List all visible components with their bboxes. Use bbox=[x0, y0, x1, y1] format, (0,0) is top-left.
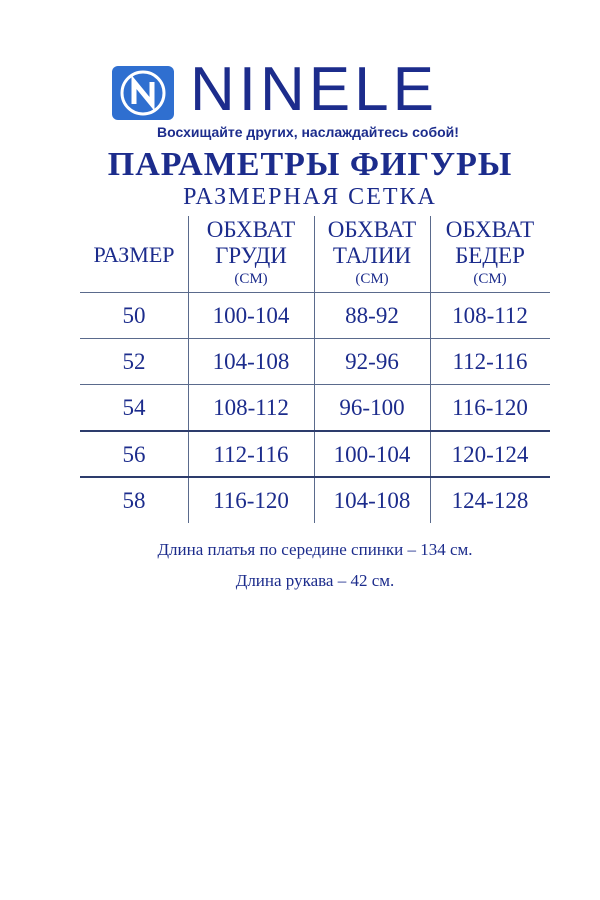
table-row bbox=[80, 385, 550, 431]
sleeve-length-note: Длина рукава – 42 см. bbox=[235, 571, 395, 590]
dress-length-note: Длина платья по середине спинки – 134 см. bbox=[157, 540, 473, 559]
table-row bbox=[80, 293, 550, 339]
cell-hips: 116-120 bbox=[452, 395, 528, 420]
cell-hips: 120-124 bbox=[451, 442, 529, 467]
cell-size: 52 bbox=[122, 349, 146, 374]
table-row bbox=[80, 478, 550, 524]
cell-size: 50 bbox=[122, 303, 146, 328]
cell-size: 58 bbox=[122, 488, 146, 513]
table-row bbox=[80, 432, 550, 478]
cell-waist: 92-96 bbox=[345, 349, 399, 374]
header-waist-line2: ТАЛИИ bbox=[332, 243, 412, 268]
header-chest-line1: ОБХВАТ bbox=[206, 217, 296, 242]
header-hips-line1: ОБХВАТ bbox=[445, 217, 535, 242]
header-hips-line2: БЕДЕР bbox=[455, 243, 525, 268]
page-title: ПАРАМЕТРЫ ФИГУРЫ bbox=[107, 146, 513, 183]
cell-chest: 104-108 bbox=[212, 349, 290, 374]
header-hips-unit: (СМ) bbox=[473, 271, 507, 287]
n-emblem-icon bbox=[112, 66, 174, 120]
cell-hips: 108-112 bbox=[452, 303, 528, 328]
header-size: РАЗМЕР bbox=[93, 242, 175, 267]
header-hips bbox=[430, 218, 550, 287]
cell-chest: 100-104 bbox=[212, 303, 290, 328]
brand-name: NINELE bbox=[190, 55, 438, 124]
cell-chest: 116-120 bbox=[213, 488, 289, 513]
header-chest bbox=[188, 218, 314, 287]
page-subtitle: РАЗМЕРНАЯ СЕТКА bbox=[183, 184, 437, 210]
cell-waist: 96-100 bbox=[339, 395, 405, 420]
cell-waist: 100-104 bbox=[333, 442, 411, 467]
header-chest-unit: (СМ) bbox=[234, 271, 268, 287]
cell-hips: 112-116 bbox=[452, 349, 528, 374]
cell-chest: 108-112 bbox=[213, 395, 289, 420]
cell-waist: 104-108 bbox=[333, 488, 411, 513]
header-waist-unit: (СМ) bbox=[355, 271, 389, 287]
table-row bbox=[80, 339, 550, 385]
cell-size: 54 bbox=[122, 395, 146, 420]
brand-logo bbox=[112, 55, 502, 125]
header-waist-line1: ОБХВАТ bbox=[327, 217, 417, 242]
header-waist bbox=[314, 218, 430, 287]
cell-hips: 124-128 bbox=[451, 488, 529, 513]
cell-size: 56 bbox=[122, 442, 146, 467]
header-chest-line2: ГРУДИ bbox=[215, 243, 287, 268]
cell-waist: 88-92 bbox=[345, 303, 399, 328]
cell-chest: 112-116 bbox=[213, 442, 289, 467]
brand-tagline: Восхищайте других, наслаждайтесь собой! bbox=[157, 124, 459, 140]
